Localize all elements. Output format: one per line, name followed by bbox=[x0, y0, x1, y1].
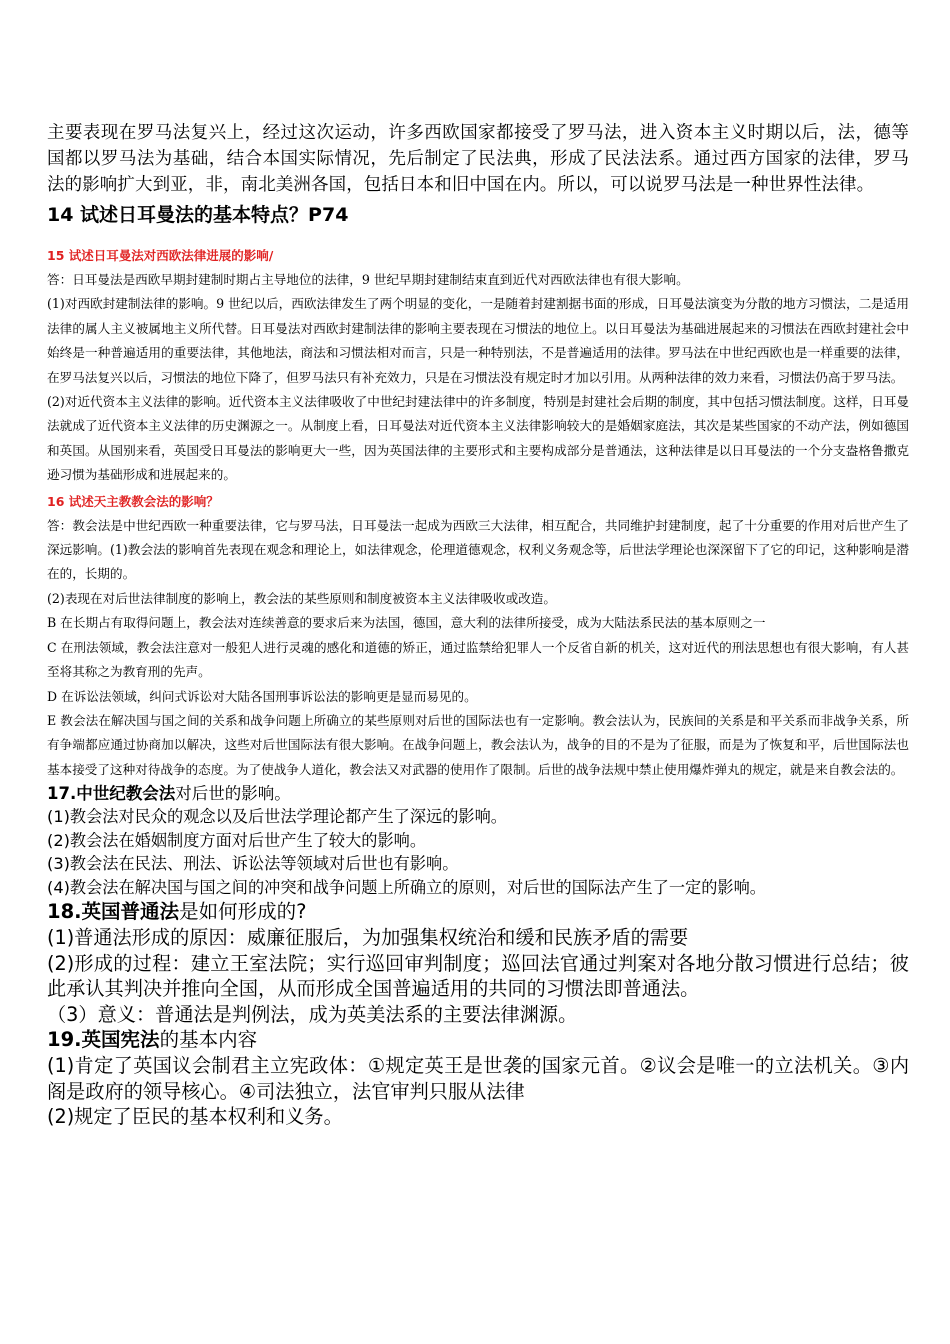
intro-paragraph: 主要表现在罗马法复兴上，经过这次运动，许多西欧国家都接受了罗马法，进入资本主义时期以后，法，德等国都以罗马法为基础，结合本国实际情况，先后制定了民法典，形成了民法法系。通过西方国家的法律，罗马法的影响扩大到亚，非，南北美洲各国，包括日本和旧中国在内。所以，可以说罗马法是一种世界性法律。 bbox=[47, 123, 909, 195]
document-page bbox=[47, 120, 909, 1130]
question-17-number: 17. bbox=[47, 784, 77, 804]
question-15-heading: 15 试述日耳曼法对西欧法律进展的影响/ bbox=[47, 248, 274, 263]
question-17-item: (3)教会法在民法、刑法、诉讼法等领域对后世也有影响。 bbox=[47, 854, 459, 874]
question-17-item: (2)教会法在婚姻制度方面对后世产生了较大的影响。 bbox=[47, 830, 427, 850]
question-19-topic: 英国宪法 bbox=[81, 1028, 160, 1052]
question-19-item: (1)肯定了英国议会制君主立宪政体：①规定英王是世袭的国家元首。②议会是唯一的立法机关。③内阁是政府的领导核心。④司法独立，法官审判只服从法律 bbox=[47, 1054, 909, 1103]
question-14-heading: 14 试述日耳曼法的基本特点？P74 bbox=[47, 204, 349, 226]
question-18-number: 18. bbox=[47, 900, 82, 924]
question-19-item: (2)规定了臣民的基本权利和义务。 bbox=[47, 1105, 343, 1129]
question-18-item: (2)形成的过程：建立王室法院；实行巡回审判制度；巡回法官通过判案对各地分散习惯进行总结；彼此承认其判决并推向全国，从而形成全国普遍适用的共同的习惯法即普通法。 bbox=[47, 951, 909, 1001]
question-18-heading bbox=[47, 899, 909, 925]
question-17-item: (1)教会法对民众的观念以及后世法学理论都产生了深远的影响。 bbox=[47, 807, 507, 827]
question-17-item: (4)教会法在解决国与国之间的冲突和战争问题上所确立的原则，对后世的国际法产生了一定的影响。 bbox=[47, 877, 766, 897]
question-16-point-e: E 教会法在解决国与国之间的关系和战争问题上所确立的某些原则对后世的国际法也有一定影响。教会法认为，民族间的关系是和平关系而非战争关系，所有争端都应通过协商加以解决，这些对后世国际法有很大影响。在战争问题上，教会法认为，战争的目的不是为了征服，而是为了恢复和平，后世国际法也基本接受了这种对待战争的态度。为了使战争人道化，教会法又对武器的使用作了限制。后世的战争法规中禁止使用爆炸弹丸的规定，就是来自教会法的。 bbox=[47, 712, 909, 777]
question-15-point-1: (1)对西欧封建制法律的影响。9 世纪以后，西欧法律发生了两个明显的变化，一是随着封建割据书面的形成，日耳曼法演变为分散的地方习惯法，二是适用法律的属人主义被属地主义所代替。日耳曼法对西欧封建制法律的影响主要表现在习惯法的地位上。以日耳曼法为基础进展起来的习惯法在西欧封建社会中始终是一种普遍适用的重要法律，其他地法，商法和习惯法相对而言，只是一种特别法，不是普遍适用的法律。罗马法在中世纪西欧也是一样重要的法律，在罗马法复兴以后，习惯法的地位下降了，但罗马法只有补充效力，只是在习惯法没有规定时才加以引用。从两种法律的效力来看，习惯法仍高于罗马法。 bbox=[47, 296, 909, 385]
question-16-point-b: B 在长期占有取得问题上，教会法对连续善意的要求后来为法国，德国，意大利的法律所接受，成为大陆法系民法的基本原则之一 bbox=[47, 615, 766, 631]
question-16-point-c: C 在刑法领域，教会法注意对一般犯人进行灵魂的感化和道德的矫正，通过监禁给犯罪人一个反省自新的机关，这对近代的刑法思想也有很大影响，有人甚至将其称之为教育刑的先声。 bbox=[47, 639, 909, 680]
question-15-point-2: (2)对近代资本主义法律的影响。近代资本主义法律吸收了中世纪封建法律中的许多制度，特别是封建社会后期的制度，其中包括习惯法制度。这样，日耳曼法就成了近代资本主义法律的历史渊源之一。从制度上看，日耳曼法对近代资本主义法律影响较大的是婚姻家庭法，其次是某些国家的不动产法，例如德国和英国。从国别来看，英国受日耳曼法的影响更大一些，因为英国法律的主要形式和主要构成部分是普通法，这种法律是以日耳曼法的一个分支盎格鲁撒克逊习惯为基础形成和进展起来的。 bbox=[47, 394, 909, 483]
question-19-number: 19. bbox=[47, 1028, 82, 1052]
question-15-answer-intro: 答：日耳曼法是西欧早期封建制时期占主导地位的法律，9 世纪早期封建制结束直到近代对西欧法律也有很大影响。 bbox=[47, 272, 689, 287]
question-19-heading bbox=[47, 1027, 909, 1053]
question-17-heading bbox=[47, 782, 909, 805]
question-16-heading: 16 试述天主教教会法的影响？ bbox=[47, 493, 219, 509]
question-16-point-d: D 在诉讼法领域，纠问式诉讼对大陆各国刑事诉讼法的影响更是显而易见的。 bbox=[47, 688, 477, 704]
question-16-point-2: (2)表现在对后世法律制度的影响上，教会法的某些原则和制度被资本主义法律吸收或改造。 bbox=[47, 590, 556, 606]
question-17-title-rest: 对后世的影响。 bbox=[175, 784, 291, 804]
question-18-title-rest: 是如何形成的? bbox=[179, 900, 307, 924]
question-18-topic: 英国普通法 bbox=[81, 900, 180, 924]
question-17-topic: 中世纪教会法 bbox=[76, 784, 176, 804]
question-18-item: (1)普通法形成的原因：威廉征服后，为加强集权统治和缓和民族矛盾的需要 bbox=[47, 926, 689, 950]
question-16-answer-intro: 答：教会法是中世纪西欧一种重要法律，它与罗马法，日耳曼法一起成为西欧三大法律，相互配合，共同维护封建制度，起了十分重要的作用对后世产生了深远影响。(1)教会法的影响首先表现在观念和理论上，如法律观念，伦理道德观念，权利义务观念等，后世法学理论也深深留下了它的印记，这种影响是潜在的，长期的。 bbox=[47, 517, 909, 582]
question-18-item: （3）意义：普通法是判例法，成为英美法系的主要法律渊源。 bbox=[47, 1002, 578, 1026]
question-19-title-rest: 的基本内容 bbox=[159, 1028, 258, 1052]
